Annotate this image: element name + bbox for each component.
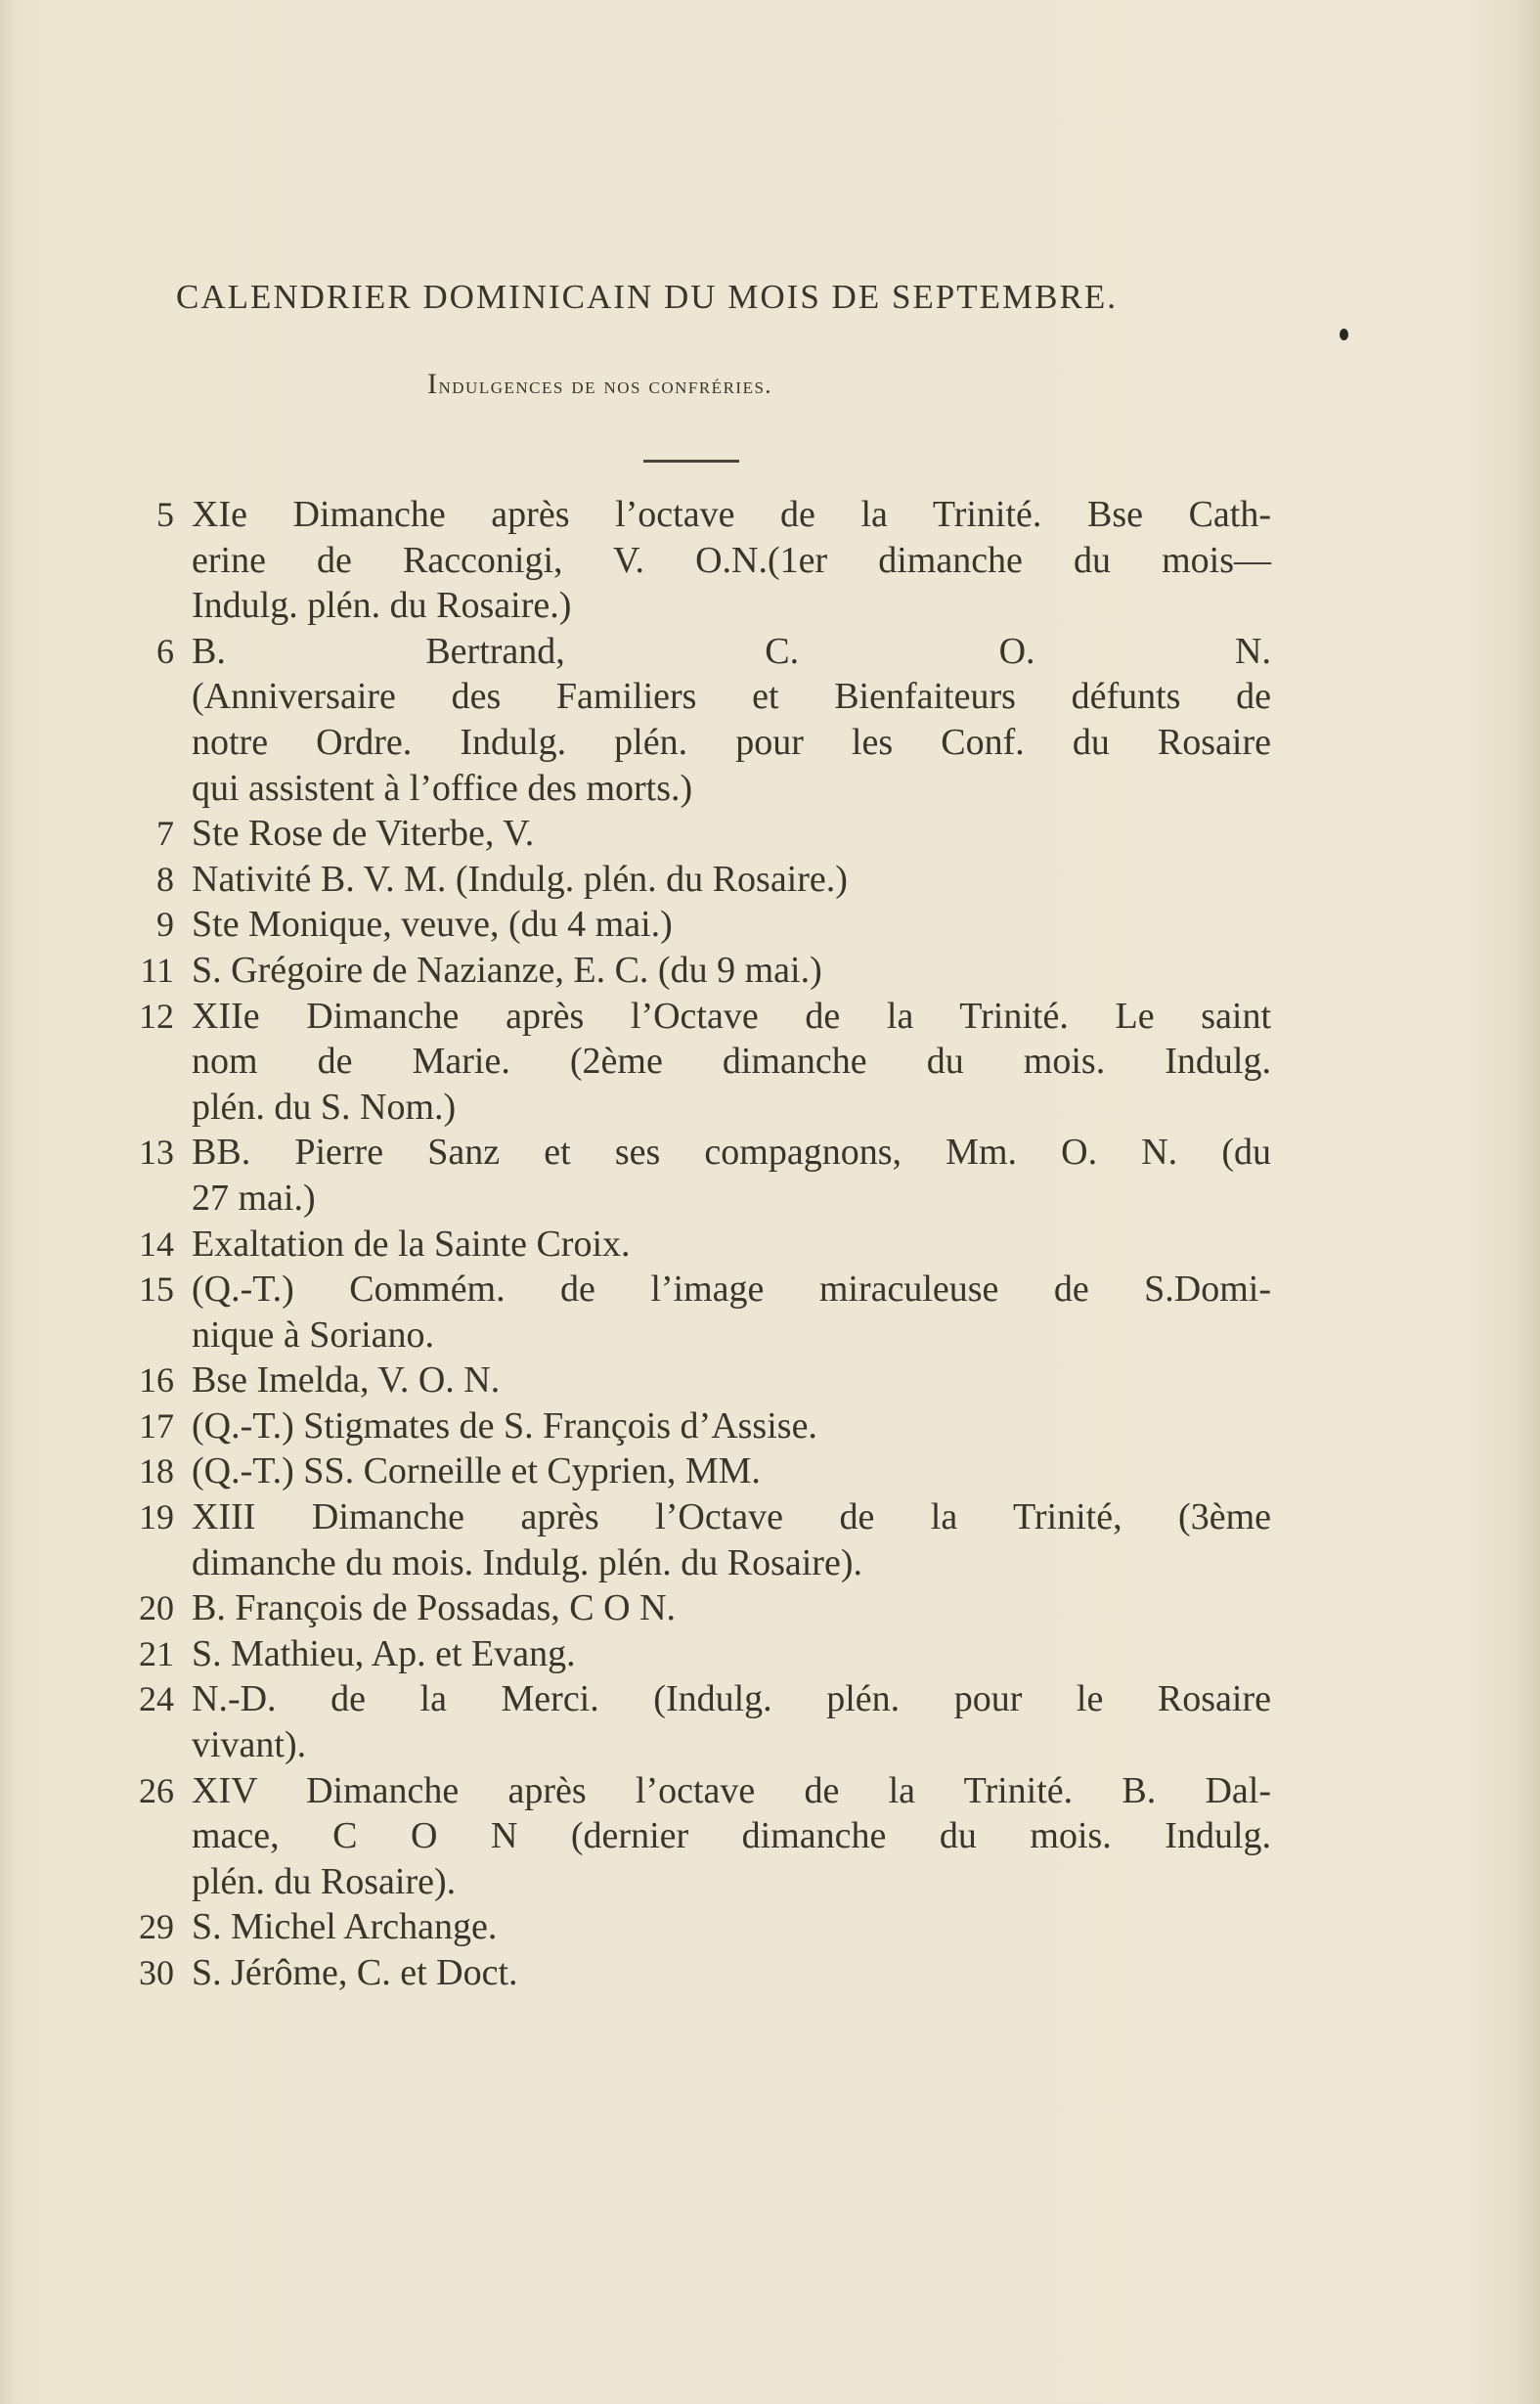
entry-text [192, 994, 1271, 1131]
entry-text [192, 1358, 1271, 1403]
calendar-entries [117, 492, 1271, 1996]
calendar-entry [117, 1130, 1271, 1221]
entry-day-number: 16 [139, 1360, 174, 1401]
calendar-entry [117, 492, 1271, 629]
entry-line: XIIe Dimanche après l’Octave de la Trinité. Le saint [192, 995, 1271, 1037]
calendar-entry [117, 1222, 1271, 1268]
calendar-entry [117, 994, 1271, 1131]
calendar-entry [117, 1631, 1271, 1677]
entry-text [192, 857, 1271, 903]
entry-line: Indulg. plén. du Rosaire.) [192, 585, 572, 627]
calendar-entry [117, 902, 1271, 948]
entry-text [192, 1585, 1271, 1631]
entry-day-number: 6 [156, 631, 174, 671]
entry-line: S. Grégoire de Nazianze, E. C. (du 9 mai.) [192, 949, 822, 991]
entry-day-number: 8 [156, 859, 174, 899]
entry-line: (Q.-T.) SS. Corneille et Cyprien, MM. [192, 1450, 761, 1492]
entry-day-number: 19 [139, 1497, 174, 1537]
entry-line: dimanche du mois. Indulg. plén. du Rosaire). [192, 1541, 862, 1583]
entry-day-number: 14 [139, 1224, 174, 1264]
calendar-entry [117, 1904, 1271, 1950]
entry-text [192, 1904, 1271, 1950]
calendar-entry [117, 1358, 1271, 1403]
entry-line: notre Ordre. Indulg. plén. pour les Conf. du Rosaire [192, 721, 1271, 763]
calendar-entry [117, 811, 1271, 857]
entry-day-number: 21 [139, 1633, 174, 1673]
entry-line: N.-D. de la Merci. (Indulg. plén. pour le Rosaire [192, 1678, 1271, 1720]
entry-line: 27 mai.) [192, 1177, 316, 1219]
entry-line: S. Michel Archange. [192, 1906, 498, 1948]
entry-text [192, 492, 1271, 629]
entry-line: BB. Pierre Sanz et ses compagnons, Mm. O. N. (du [192, 1132, 1271, 1174]
entry-line: nom de Marie. (2ème dimanche du mois. Indulg. [192, 1041, 1271, 1083]
calendar-entry [117, 629, 1271, 811]
entry-day-number: 20 [139, 1588, 174, 1628]
entry-line: erine de Racconigi, V. O.N.(1er dimanche du mois— [192, 539, 1271, 581]
entry-text [192, 1267, 1271, 1358]
entry-day-number: 26 [139, 1770, 174, 1810]
entry-text [192, 1768, 1271, 1905]
entry-day-number: 5 [156, 495, 174, 534]
entry-line: B. Bertrand, C. O. N. [192, 630, 1271, 672]
divider-rule [643, 460, 739, 463]
entry-text [192, 1494, 1271, 1585]
entry-text [192, 948, 1271, 994]
calendar-entry [117, 1494, 1271, 1585]
entry-line: Ste Rose de Viterbe, V. [192, 813, 535, 855]
entry-line: XIV Dimanche après l’octave de la Trinité. B. Dal- [192, 1769, 1271, 1811]
entry-day-number: 12 [139, 996, 174, 1036]
subtitle-rest: ndulgences de nos confréries. [438, 374, 772, 399]
calendar-entry [117, 1403, 1271, 1449]
calendar-entry [117, 1267, 1271, 1358]
entry-line: (Q.-T.) Stigmates de S. François d’Assise. [192, 1404, 817, 1447]
entry-day-number: 9 [156, 905, 174, 945]
entry-day-number: 15 [139, 1269, 174, 1310]
entry-text [192, 629, 1271, 811]
subtitle-initial: I [427, 368, 439, 400]
entry-text [192, 811, 1271, 857]
calendar-entry [117, 1585, 1271, 1631]
entry-line: XIII Dimanche après l’Octave de la Trinité, (3ème [192, 1496, 1271, 1538]
calendar-entry [117, 1448, 1271, 1494]
entry-text [192, 1676, 1271, 1767]
calendar-entry [117, 1950, 1271, 1996]
entry-line: S. Mathieu, Ap. et Evang. [192, 1632, 576, 1674]
entry-day-number: 18 [139, 1451, 174, 1491]
entry-text [192, 1631, 1271, 1677]
entry-text [192, 1130, 1271, 1221]
entry-text [192, 1950, 1271, 1996]
entry-line: XIe Dimanche après l’octave de la Trinité. Bse Cath- [192, 494, 1271, 535]
entry-day-number: 17 [139, 1405, 174, 1446]
entry-line: plén. du S. Nom.) [192, 1086, 457, 1128]
entry-line: mace, C O N (dernier dimanche du mois. Indulg. [192, 1815, 1271, 1857]
entry-day-number: 24 [139, 1679, 174, 1719]
entry-line: (Anniversaire des Familiers et Bienfaiteurs défunts de [192, 676, 1271, 718]
entry-day-number: 7 [156, 814, 174, 854]
entry-text [192, 1222, 1271, 1268]
entry-line: Ste Monique, veuve, (du 4 mai.) [192, 904, 673, 946]
entry-line: vivant). [192, 1724, 307, 1766]
entry-line: (Q.-T.) Commém. de l’image miraculeuse de S.Domi- [192, 1269, 1271, 1311]
section-subtitle [427, 368, 1112, 401]
entry-text [192, 1448, 1271, 1494]
calendar-entry [117, 948, 1271, 994]
entry-line: plén. du Rosaire). [192, 1860, 457, 1902]
entry-line: qui assistent à l’office des morts.) [192, 767, 693, 809]
entry-day-number: 30 [139, 1953, 174, 1992]
entry-line: B. François de Possadas, C O N. [192, 1587, 677, 1629]
entry-line: nique à Soriano. [192, 1313, 435, 1356]
entry-day-number: 13 [139, 1133, 174, 1173]
entry-line: S. Jérôme, C. et Doct. [192, 1952, 518, 1993]
page-title: CALENDRIER DOMINICAIN DU MOIS DE SEPTEMBRE. [176, 278, 1118, 316]
calendar-entry [117, 1768, 1271, 1905]
calendar-entry [117, 1676, 1271, 1767]
entry-text [192, 1403, 1271, 1449]
calendar-entry [117, 857, 1271, 903]
entry-day-number: 29 [139, 1907, 174, 1947]
entry-text [192, 902, 1271, 948]
entry-line: Bse Imelda, V. O. N. [192, 1359, 501, 1402]
entry-line: Nativité B. V. M. (Indulg. plén. du Rosaire.) [192, 858, 848, 900]
entry-line: Exaltation de la Sainte Croix. [192, 1223, 631, 1265]
entry-day-number: 11 [140, 950, 174, 990]
ink-speck [1340, 329, 1348, 340]
